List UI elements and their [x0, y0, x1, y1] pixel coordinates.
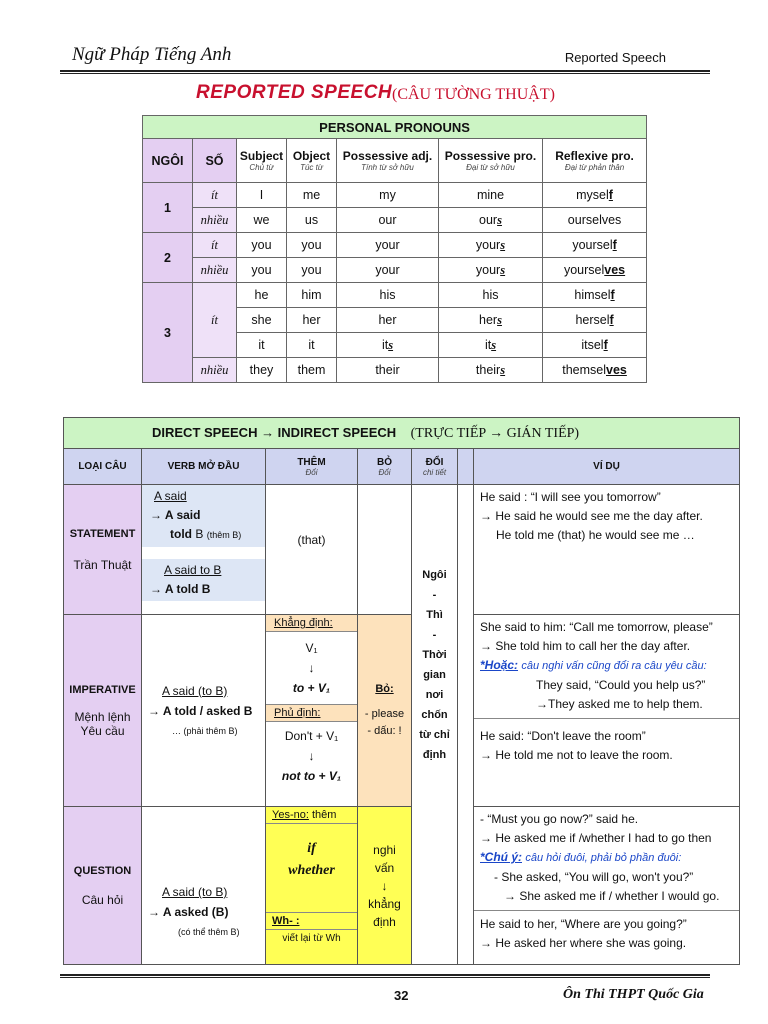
footer-rule-thin [60, 977, 710, 978]
number-plural: nhiều [193, 258, 237, 283]
question-type: QUESTION Câu hỏi [64, 807, 142, 965]
imperative-bo: Bỏ: - please - dấu: ! [358, 615, 412, 807]
col-header-ngoi: NGÔI [143, 139, 193, 183]
cell: their [337, 358, 439, 383]
imperative-verb: A said (to B) → A told / asked B … (phải thêm B) [142, 615, 266, 807]
reported-speech-table [63, 417, 740, 965]
cell: we [237, 208, 287, 233]
speech-caption: DIRECT SPEECH → INDIRECT SPEECH (TRỰC TIẾP → GIÁN TIẾP) [64, 418, 740, 449]
imperative-type: IMPERATIVE Mệnh lệnh Yêu cầu [64, 615, 142, 807]
header-bo: BỎ Đổi [358, 449, 412, 485]
header-them: THÊM Đổi [266, 449, 358, 485]
cell: yours [439, 258, 543, 283]
cell: my [337, 183, 439, 208]
cell: him [287, 283, 337, 308]
page-number: 32 [394, 988, 409, 1003]
cell: me [287, 183, 337, 208]
table-row [143, 258, 647, 283]
cell: mine [439, 183, 543, 208]
imperative-them: Khẳng định: V₁ ↓ to + V₁ Phủ định: Don't + V₁ ↓ not to + V₁ [266, 615, 358, 807]
cell: hers [439, 308, 543, 333]
question-verb: A said (to B) → A asked (B) (có thể thêm B) [142, 807, 266, 965]
cell: I [237, 183, 287, 208]
footer-title: Ôn Thi THPT Quốc Gia [563, 987, 704, 1002]
cell: you [237, 233, 287, 258]
statement-verb: A said → A said told B (thêm B) A said to B → A told B [142, 485, 266, 615]
header-verb: VERB MỞ ĐẦU [142, 449, 266, 485]
page-title: REPORTED SPEECH [196, 82, 393, 103]
cell: it [287, 333, 337, 358]
imperative-row [64, 615, 740, 807]
col-header-object: Object Túc từ [287, 139, 337, 183]
cell: her [337, 308, 439, 333]
question-bo: nghi vấn ↓ khẳng định [358, 807, 412, 965]
imperative-examples: She said to him: “Call me tomorrow, please” → She told him to call her the day after. *Hoặc: câu nghi vấn cũng đổi ra câu yêu cầu: They said, “Could you help us?” →They asked me to help them. He said: “Don't leave the room” → He told me not to leave the room. [474, 615, 740, 807]
cell: his [439, 283, 543, 308]
cell: ourselves [543, 208, 647, 233]
cell: our [337, 208, 439, 233]
header-loai-cau: LOẠI CÂU [64, 449, 142, 485]
cell: them [287, 358, 337, 383]
header-doi: ĐỔI chi tiết [412, 449, 458, 485]
cell: itself [543, 333, 647, 358]
table-row [143, 208, 647, 233]
cell: you [237, 258, 287, 283]
number-plural: nhiều [193, 208, 237, 233]
question-them: Yes-no: thêm if whether Wh- : viết lại từ Wh [266, 807, 358, 965]
cell: he [237, 283, 287, 308]
table-row [143, 358, 647, 383]
cell: themselves [543, 358, 647, 383]
cell: its [337, 333, 439, 358]
header-vi-du: VÍ DỤ [474, 449, 740, 485]
header-left-title: Ngữ Pháp Tiếng Anh [72, 44, 232, 65]
header-gap [458, 449, 474, 485]
statement-examples: He said : “I will see you tomorrow” → He said he would see me the day after. He told me (that) he would see me … [474, 485, 740, 615]
cell: his [337, 283, 439, 308]
col-header-reflexive-pro: Reflexive pro. Đại từ phản thân [543, 139, 647, 183]
table-row [143, 233, 647, 258]
table-row [143, 183, 647, 208]
table-row [143, 283, 647, 308]
footer-rule [60, 974, 710, 976]
col-header-so: SỐ [193, 139, 237, 183]
statement-bo [358, 485, 412, 615]
number-plural: nhiều [193, 358, 237, 383]
cell: himself [543, 283, 647, 308]
page-subtitle: (CÂU TƯỜNG THUẬT) [392, 86, 555, 103]
cell: its [439, 333, 543, 358]
col-header-subject: Subject Chủ từ [237, 139, 287, 183]
doi-column: Ngôi - Thì - Thời gian nơi chốn từ chỉ định [412, 485, 458, 965]
cell: they [237, 358, 287, 383]
cell: yourselves [543, 258, 647, 283]
cell: her [287, 308, 337, 333]
header-right-title: Reported Speech [564, 50, 666, 65]
cell: yours [439, 233, 543, 258]
cell: myself [543, 183, 647, 208]
col-header-possessive-pro: Possessive pro. Đại từ sở hữu [439, 139, 543, 183]
question-row [64, 807, 740, 965]
cell: she [237, 308, 287, 333]
question-examples: - “Must you go now?” said he. → He asked me if /whether I had to go then *Chú ý: câu hỏi đuôi, phải bỏ phần đuôi: - She asked, “You will go, won't you?” → She asked me if / whether I would go. He said to her, “Where are you going?” → He asked her where she was going. [474, 807, 740, 965]
cell: you [287, 233, 337, 258]
person-1: 1 [143, 183, 193, 233]
pronouns-caption: PERSONAL PRONOUNS [143, 116, 647, 139]
cell: your [337, 233, 439, 258]
person-3: 3 [143, 283, 193, 383]
cell: theirs [439, 358, 543, 383]
cell: ours [439, 208, 543, 233]
header-rule [60, 70, 710, 72]
cell: it [237, 333, 287, 358]
number-singular: ít [193, 283, 237, 358]
cell: you [287, 258, 337, 283]
person-2: 2 [143, 233, 193, 283]
cell: yourself [543, 233, 647, 258]
statement-them: (that) [266, 485, 358, 615]
number-singular: ít [193, 233, 237, 258]
cell: herself [543, 308, 647, 333]
cell: us [287, 208, 337, 233]
statement-type: STATEMENT Trần Thuật [64, 485, 142, 615]
number-singular: ít [193, 183, 237, 208]
personal-pronouns-table [142, 115, 647, 383]
cell: your [337, 258, 439, 283]
statement-row [64, 485, 740, 615]
header-rule-thin [60, 73, 710, 74]
col-header-possessive-adj: Possessive adj. Tính từ sở hữu [337, 139, 439, 183]
gap-column [458, 485, 474, 965]
